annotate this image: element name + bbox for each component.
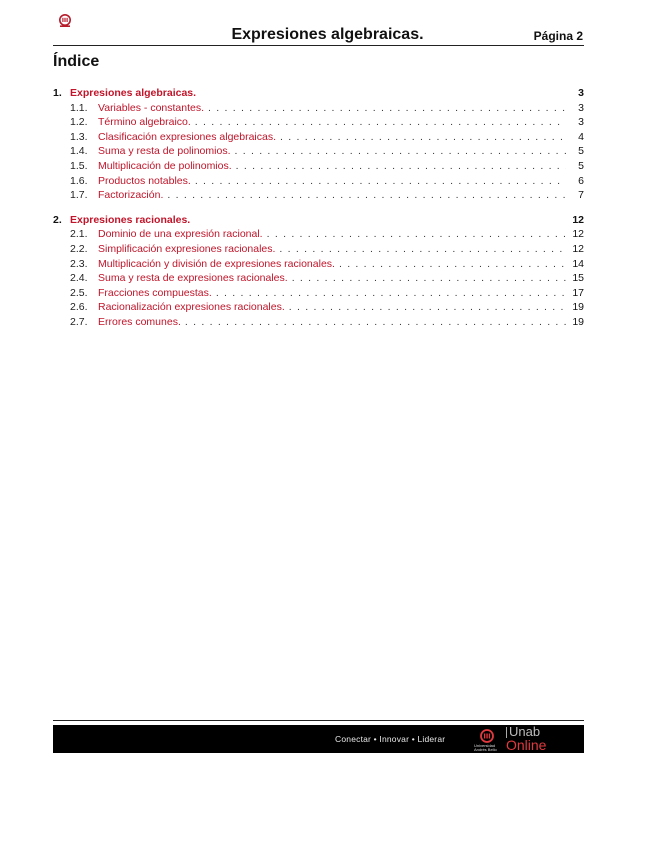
toc-entry-page: 3 — [578, 116, 584, 129]
toc-leader-dots — [167, 188, 566, 203]
toc-entry-link[interactable]: Expresiones racionales. — [70, 213, 191, 226]
footer-brand-unab: Unab — [509, 724, 541, 739]
toc-entry-link[interactable]: Productos notables. — [98, 174, 191, 187]
toc-entry-page: 3 — [578, 101, 584, 114]
toc-entry-link[interactable]: Clasificación expresiones algebraicas. — [98, 130, 277, 143]
toc-entry-number: 1. — [53, 87, 62, 99]
toc-entry-number: 2.6. — [70, 301, 88, 314]
toc-section-entry[interactable] — [53, 286, 584, 301]
toc-section-entry[interactable] — [53, 300, 584, 315]
toc-entry-page: 5 — [578, 145, 584, 158]
toc-entry-link[interactable]: Suma y resta de polinomios. — [98, 145, 231, 158]
toc-section-entry[interactable] — [53, 101, 584, 116]
toc-leader-dots — [236, 159, 566, 174]
toc-leader-dots — [234, 144, 566, 159]
footer-brand-online: Online — [506, 737, 547, 753]
toc-leader-dots — [267, 227, 566, 242]
toc-entry-page: 7 — [578, 189, 584, 202]
toc-entry-link[interactable]: Variables - constantes. — [98, 101, 205, 114]
toc-entry-page: 15 — [572, 272, 584, 285]
toc-entry-page: 4 — [578, 130, 584, 143]
toc-leader-dots — [279, 242, 566, 257]
toc-leader-dots — [339, 257, 566, 272]
toc-leader-dots — [208, 101, 566, 116]
toc-section-entry[interactable] — [53, 144, 584, 159]
toc-heading: Índice — [53, 53, 100, 70]
toc-chapter-gap — [53, 203, 584, 213]
toc-entry-number: 1.1. — [70, 101, 88, 114]
footer-university-name: Universidad Andrés Bello — [474, 743, 497, 752]
toc-entry-number: 2.1. — [70, 228, 88, 241]
toc-chapter-entry[interactable] — [53, 86, 584, 101]
toc-entry-link[interactable]: Racionalización expresiones racionales. — [98, 301, 285, 314]
toc-section-entry[interactable] — [53, 130, 584, 145]
footer-slogan: Conectar • Innovar • Liderar — [335, 734, 446, 744]
toc-section-entry[interactable] — [53, 227, 584, 242]
toc-leader-dots — [280, 130, 566, 145]
toc-entry-number: 1.5. — [70, 159, 88, 172]
toc-entry-number: 1.3. — [70, 130, 88, 143]
toc-entry-number: 2.4. — [70, 272, 88, 285]
toc-entry-page: 12 — [572, 213, 584, 226]
toc-entry-number: 2.7. — [70, 315, 88, 328]
toc-entry-link[interactable]: Multiplicación de polinomios. — [98, 159, 232, 172]
toc-entry-link[interactable]: Factorización. — [98, 189, 164, 202]
toc-entry-number: 1.2. — [70, 116, 88, 129]
toc-leader-dots — [289, 300, 566, 315]
toc-leader-dots — [292, 271, 566, 286]
toc-entry-link[interactable]: Dominio de una expresión racional. — [98, 228, 263, 241]
toc-chapter-entry[interactable] — [53, 213, 584, 228]
toc-entry-link[interactable]: Expresiones algebraicas. — [70, 87, 197, 99]
toc-entry-number: 1.6. — [70, 174, 88, 187]
toc-entry-number: 2.3. — [70, 257, 88, 270]
toc-entry-link[interactable]: Multiplicación y división de expresiones racionales. — [98, 257, 335, 270]
toc-entry-page: 17 — [572, 286, 584, 299]
toc-leader-dots — [185, 315, 566, 330]
toc-section-entry[interactable] — [53, 242, 584, 257]
toc-entry-page: 19 — [572, 315, 584, 328]
toc-entry-number: 2. — [53, 213, 62, 226]
toc-entry-link[interactable]: Suma y resta de expresiones racionales. — [98, 272, 288, 285]
toc-section-entry[interactable] — [53, 115, 584, 130]
toc-entry-number: 1.4. — [70, 145, 88, 158]
toc-entry-number: 1.7. — [70, 189, 88, 202]
toc-entry-link[interactable]: Término algebraico. — [98, 116, 191, 129]
toc-section-entry[interactable] — [53, 257, 584, 272]
toc-leader-dots — [195, 115, 566, 130]
toc-section-entry[interactable] — [53, 188, 584, 203]
header-divider — [53, 45, 584, 46]
toc-entry-number: 2.5. — [70, 286, 88, 299]
document-title: Expresiones algebraicas. — [231, 26, 424, 43]
toc-leader-dots — [195, 174, 566, 189]
table-of-contents — [53, 86, 584, 330]
toc-entry-page: 14 — [572, 257, 584, 270]
footer-divider — [53, 720, 584, 721]
toc-section-entry[interactable] — [53, 271, 584, 286]
toc-entry-page: 6 — [578, 174, 584, 187]
page-number: Página 2 — [533, 29, 583, 43]
toc-entry-page: 5 — [578, 159, 584, 172]
toc-entry-page: 12 — [572, 242, 584, 255]
toc-entry-link[interactable]: Errores comunes. — [98, 315, 181, 328]
toc-leader-dots — [216, 286, 566, 301]
toc-section-entry[interactable] — [53, 174, 584, 189]
toc-entry-link[interactable]: Fracciones compuestas. — [98, 286, 212, 299]
toc-section-entry[interactable] — [53, 315, 584, 330]
toc-entry-page: 19 — [572, 301, 584, 314]
toc-entry-page: 12 — [572, 228, 584, 241]
toc-entry-link[interactable]: Simplificación expresiones racionales. — [98, 242, 276, 255]
toc-entry-number: 2.2. — [70, 242, 88, 255]
toc-section-entry[interactable] — [53, 159, 584, 174]
toc-entry-page: 3 — [578, 87, 584, 99]
